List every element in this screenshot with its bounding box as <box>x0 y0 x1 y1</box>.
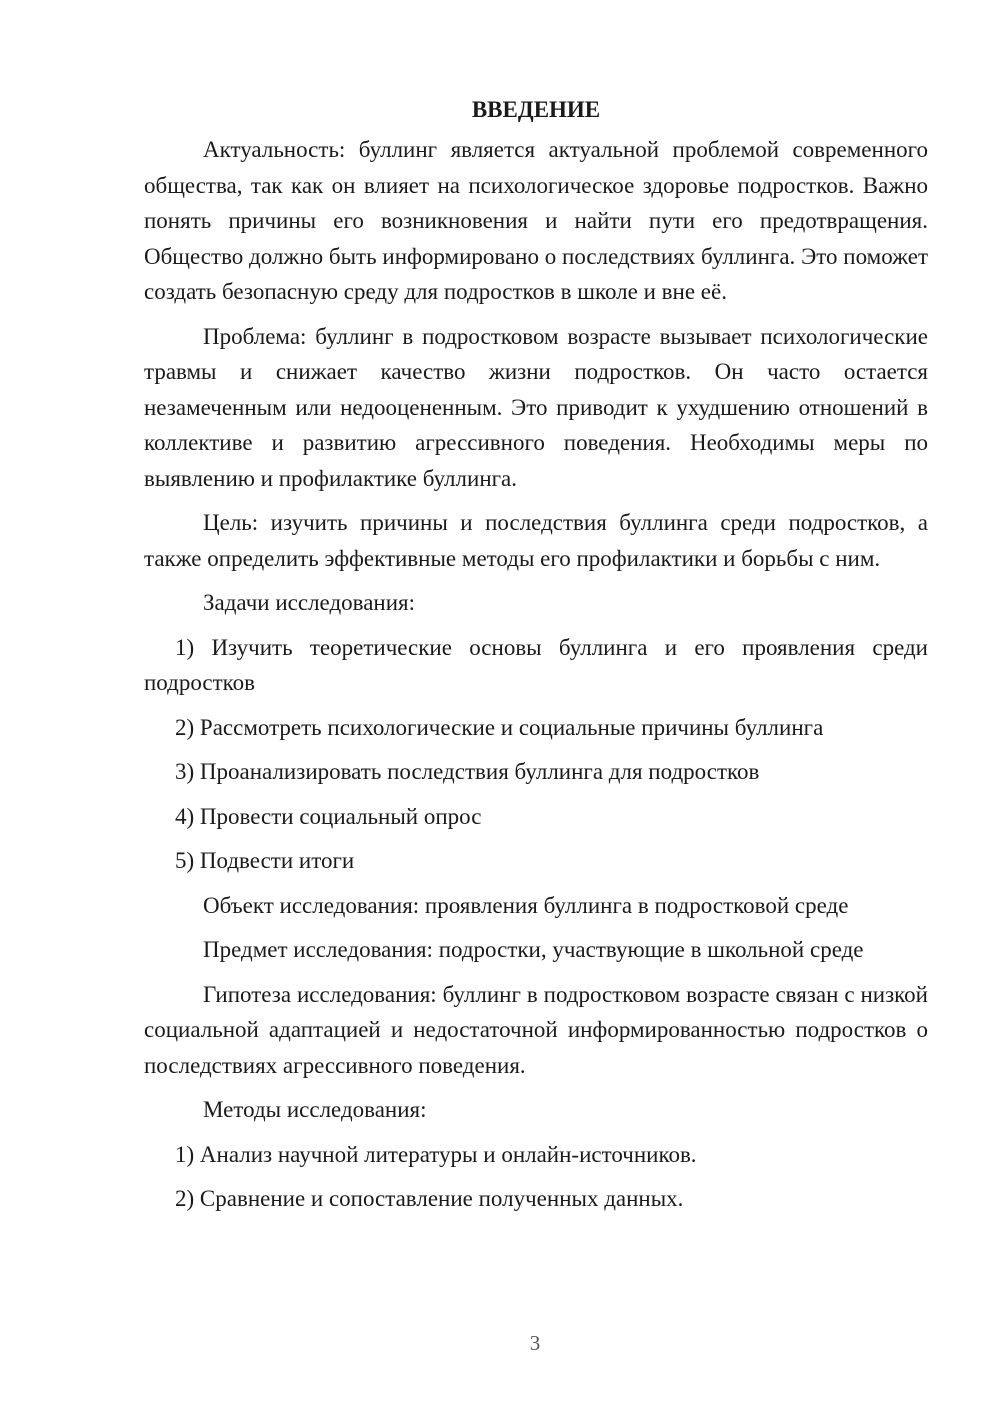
goal-paragraph: Цель: изучить причины и последствия буллинга среди подростков, а также определить эффективные методы его профилактики и борьбы с ним. <box>144 510 928 571</box>
task-item-4: 4) Провести социальный опрос <box>175 803 482 829</box>
page-number: 3 <box>529 1331 541 1355</box>
tasks-title: Задачи исследования: <box>203 590 416 615</box>
method-item-1: 1) Анализ научной литературы и онлайн-источников. <box>175 1141 697 1167</box>
problem-paragraph: Проблема: буллинг в подростковом возрасте вызывает психологические травмы и снижает качество жизни подростков. Он часто остается незамеченным или недооцененным. Это приводит к ухудшению отношений в коллективе и развитию агрессивного поведения. Необходимы меры по выявлению и профилактике буллинга. <box>144 323 928 491</box>
hypothesis-paragraph: Гипотеза исследования: буллинг в подростковом возрасте связан с низкой социальной адаптацией и недостаточной информированностью подростков о последствиях агрессивного поведения. <box>144 981 928 1078</box>
task-item-3: 3) Проанализировать последствия буллинга для подростков <box>175 759 760 784</box>
method-item-2: 2) Сравнение и сопоставление полученных данных. <box>175 1186 684 1211</box>
subject-paragraph: Предмет исследования: подростки, участвующие в школьной среде <box>203 937 864 962</box>
task-item-5: 5) Подвести итоги <box>175 848 355 873</box>
document-page <box>144 90 928 1226</box>
task-item-2: 2) Рассмотреть психологические и социальные причины буллинга <box>175 714 824 740</box>
object-paragraph: Объект исследования: проявления буллинга в подростковой среде <box>203 892 849 918</box>
methods-title: Методы исследования: <box>203 1097 427 1122</box>
relevance-paragraph: Актуальность: буллинг является актуальной проблемой современного общества, так как он влияет на психологическое здоровье подростков. Важно понять причины его возникновения и найти пути его предотвращения. Общество должно быть информировано о последствиях буллинга. Это поможет создать безопасную среду для подростков в школе и вне её. <box>144 137 928 304</box>
section-heading: ВВЕДЕНИЕ <box>471 97 601 122</box>
task-item-1: 1) Изучить теоретические основы буллинга и его проявления среди подростков <box>144 634 928 695</box>
